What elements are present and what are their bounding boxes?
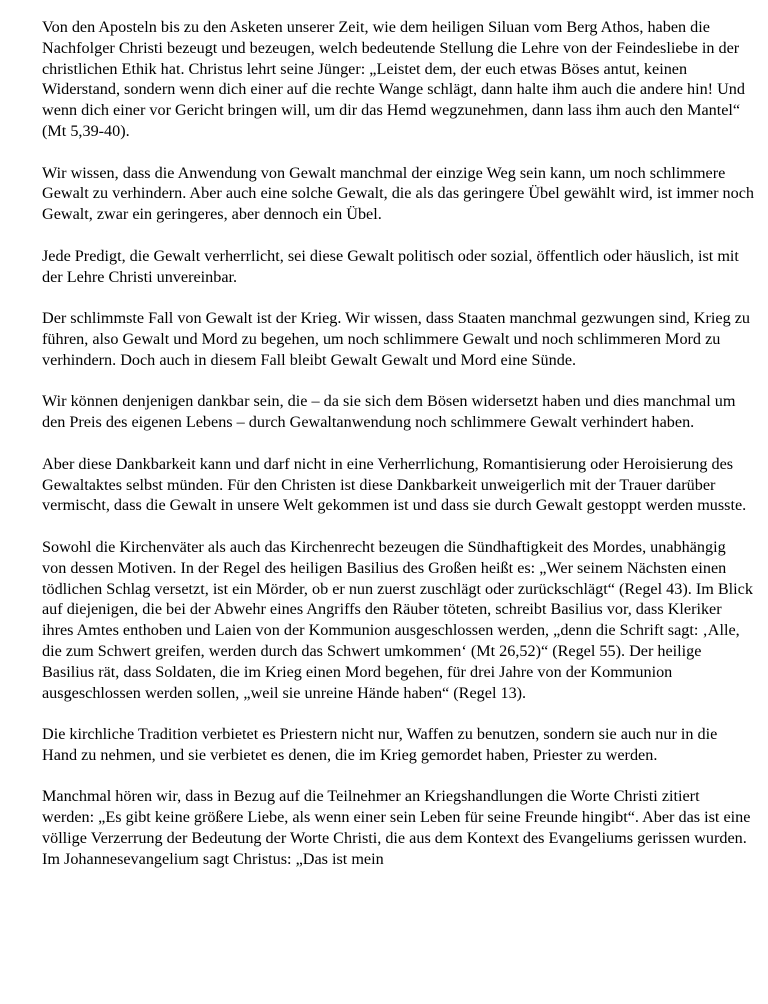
paragraph-9: Manchmal hören wir, dass in Bezug auf die Teilnehmer an Kriegshandlungen die Worte Christi zitiert werden: „Es gibt keine größere Liebe, als wenn einer sein Leben für seine Freunde hingibt“. Aber das ist eine völlige Verzerrung der Bedeutung der Worte Christi, die aus dem Kontext des Evangeliums gerissen wurden. Im Johannesevangelium sagt Christus: „Das ist mein (42, 787, 751, 868)
paragraph-3: Jede Predigt, die Gewalt verherrlicht, sei diese Gewalt politisch oder sozial, öffentlich oder häuslich, ist mit der Lehre Christi unvereinbar. (42, 246, 739, 286)
paragraph-1: Von den Aposteln bis zu den Asketen unserer Zeit, wie dem heiligen Siluan vom Berg Athos, haben die Nachfolger Christi bezeugt und bezeugen, welch bedeutende Stellung die Lehre von der Feindesliebe in der christlichen Ethik hat. Christus lehrt seine Jünger: „Leistet dem, der euch etwas Böses antut, keinen Widerstand, sondern wenn dich einer auf die rechte Wange schlägt, dann halte ihm auch die andere hin! Und wenn dich einer vor Gericht bringen will, um dir das Hemd wegzunehmen, dann lass ihm auch den Mantel“ (Mt 5,39-40). (42, 18, 745, 140)
paragraph-5: Wir können denjenigen dankbar sein, die – da sie sich dem Bösen widersetzt haben und dies manchmal um den Preis des eigenen Lebens – durch Gewaltanwendung noch schlimmere Gewalt verhindert haben. (42, 392, 736, 432)
paragraph-7: Sowohl die Kirchenväter als auch das Kirchenrecht bezeugen die Sündhaftigkeit des Mordes, unabhängig von dessen Motiven. In der Regel des heiligen Basilius des Großen heißt es: „Wer seinem Nächsten einen tödlichen Schlag versetzt, ist ein Mörder, ob er nun zuerst zuschlägt oder zurückschlägt“ (Regel 43). Im Blick auf diejenigen, die bei der Abwehr eines Angriffs den Räuber töteten, schreibt Basilius vor, dass Kleriker ihres Amtes enthoben und Laien von der Kommunion ausgeschlossen werden, „denn die Schrift sagt: ‚Alle, die zum Schwert greifen, werden durch das Schwert umkommen‘ (Mt 26,52)“ (Regel 55). Der heilige Basilius rät, dass Soldaten, die im Krieg einen Mord begehen, für drei Jahre von der Kommunion ausgeschlossen werden sollen, „weil sie unreine Hände haben“ (Regel 13). (42, 537, 753, 702)
paragraph-6: Aber diese Dankbarkeit kann und darf nicht in eine Verherrlichung, Romantisierung oder Heroisierung des Gewaltaktes selbst münden. Für den Christen ist diese Dankbarkeit unweigerlich mit der Trauer darüber vermischt, dass die Gewalt in unsere Welt gekommen ist und dass sie durch Gewalt gestoppt werden musste. (42, 454, 747, 515)
document-page (42, 17, 754, 870)
paragraph-8: Die kirchliche Tradition verbietet es Priestern nicht nur, Waffen zu benutzen, sondern sie auch nur in die Hand zu nehmen, und sie verbietet es denen, die im Krieg gemordet haben, Priester zu werden. (42, 725, 718, 764)
paragraph-2: Wir wissen, dass die Anwendung von Gewalt manchmal der einzige Weg sein kann, um noch schlimmere Gewalt zu verhindern. Aber auch eine solche Gewalt, die als das geringere Übel gewählt wird, ist immer noch Gewalt, zwar ein geringeres, aber dennoch ein Übel. (42, 163, 755, 224)
paragraph-4: Der schlimmste Fall von Gewalt ist der Krieg. Wir wissen, dass Staaten manchmal gezwungen sind, Krieg zu führen, also Gewalt und Mord zu begehen, um noch schlimmere Gewalt und noch schlimmeren Mord zu verhindern. Doch auch in diesem Fall bleibt Gewalt Gewalt und Mord eine Sünde. (42, 309, 750, 369)
